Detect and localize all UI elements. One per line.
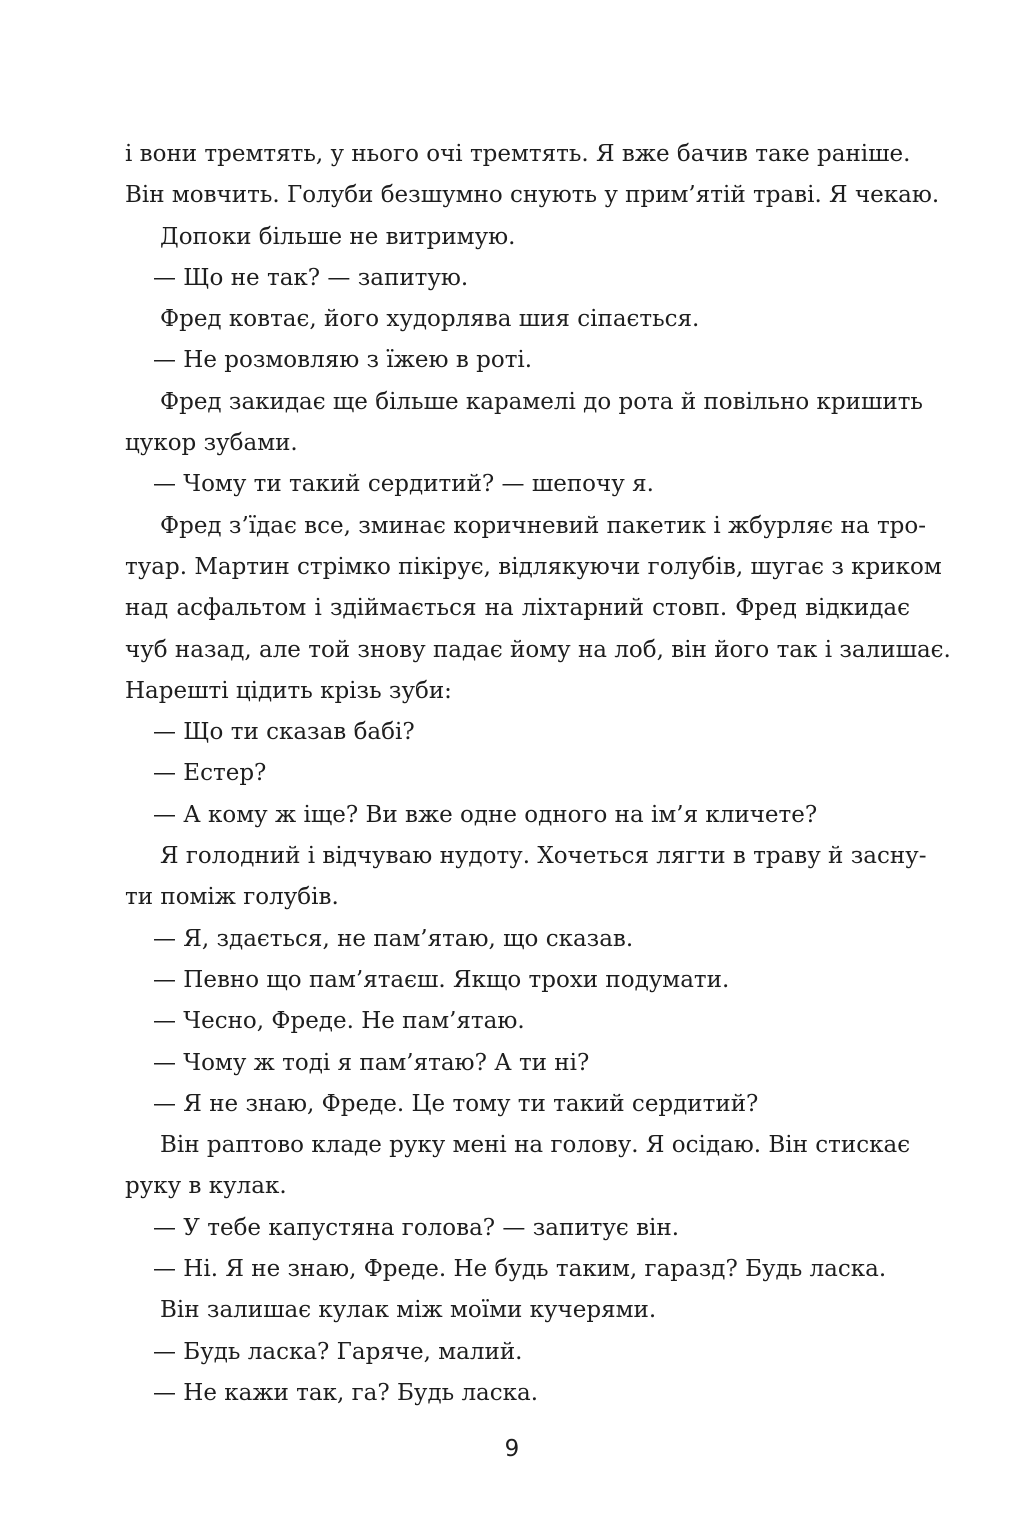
text-line: Фред ковтає, його худорлява шия сіпається. [160, 306, 700, 333]
dialogue-line: — Естер? [153, 760, 267, 787]
dialogue-line: — Я не знаю, Фреде. Це тому ти такий сердитий? [153, 1090, 759, 1117]
dialogue-line: — Не розмовляю з їжею в роті. [153, 347, 533, 374]
dialogue-line: — У тебе капустяна голова? — запитує він. [153, 1214, 680, 1241]
dialogue-line: — Ні. Я не знаю, Фреде. Не будь таким, гаразд? Будь ласка. [153, 1256, 887, 1283]
text-line: цукор зубами. [125, 430, 298, 457]
text-line: руку в кулак. [125, 1173, 287, 1200]
text-line: Я голодний і відчуваю нудоту. Хочеться лягти в траву й засну- [160, 843, 927, 870]
dialogue-line: — Певно що пам’ятаєш. Якщо трохи подумати. [153, 966, 730, 993]
text-line: над асфальтом і здіймається на ліхтарний стовп. Фред відкидає [125, 595, 910, 622]
text-line: Нарешті цідить крізь зуби: [125, 677, 452, 704]
dialogue-line: — Що не так? — запитую. [153, 264, 469, 291]
dialogue-line: — Що ти сказав бабі? [153, 719, 415, 746]
text-line: Він раптово кладе руку мені на голову. Я осідаю. Він стискає [160, 1132, 911, 1159]
text-line: чуб назад, але той знову падає йому на лоб, він його так і залишає. [125, 636, 951, 663]
dialogue-line: — Будь ласка? Гаряче, малий. [153, 1338, 523, 1365]
text-line: і вони тремтять, у нього очі тремтять. Я вже бачив таке раніше. [125, 141, 911, 167]
text-line: Фред закидає ще більше карамелі до рота й повільно кришить [160, 388, 923, 415]
dialogue-line: — Чесно, Фреде. Не пам’ятаю. [153, 1008, 525, 1035]
dialogue-line: — Не кажи так, га? Будь ласка. [153, 1379, 539, 1406]
text-line: Допоки більше не витримую. [160, 223, 516, 250]
page-number: 9 [504, 1436, 520, 1462]
dialogue-line: — А кому ж іще? Ви вже одне одного на ім’я кличете? [153, 801, 818, 828]
text-line: Фред з’їдає все, зминає коричневий пакетик і жбурляє на тро- [160, 512, 927, 539]
text-line: Він мовчить. Голуби безшумно снують у прим’ятій траві. Я чекаю. [125, 182, 940, 209]
body-text [125, 134, 951, 1414]
text-line: ти поміж голубів. [125, 884, 339, 911]
dialogue-line: — Чому ж тоді я пам’ятаю? А ти ні? [153, 1049, 590, 1076]
dialogue-line: — Чому ти такий сердитий? — шепочу я. [153, 471, 654, 498]
dialogue-line: — Я, здається, не пам’ятаю, що сказав. [153, 925, 634, 952]
text-line: туар. Мартин стрімко пікірує, відлякуючи голубів, шугає з криком [125, 553, 942, 580]
text-line: Він залишає кулак між моїми кучерями. [160, 1297, 657, 1324]
